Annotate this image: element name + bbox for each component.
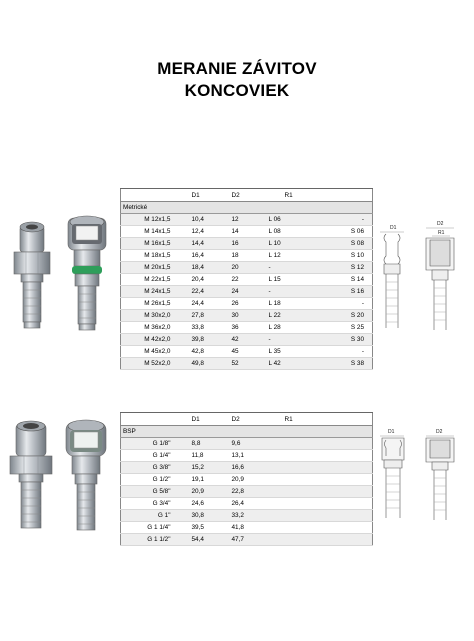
metric-cell-d2: 30: [227, 310, 265, 322]
bsp-cell-size: G 3/8": [121, 462, 187, 474]
bsp-cell-r1-l: [265, 474, 323, 486]
bsp-row: [121, 486, 373, 498]
metric-cell-size: M 45x2,0: [121, 346, 187, 358]
metric-drawing-left: [380, 232, 404, 328]
bsp-cell-r1-l: [265, 522, 323, 534]
metric-row: [121, 334, 373, 346]
metric-technical-drawing: [374, 214, 474, 344]
bsp-cell-d1: 30,8: [187, 510, 227, 522]
metric-cell-r1-l: -: [265, 262, 323, 274]
bsp-cell-d2: 33,2: [227, 510, 265, 522]
metric-table-header: [121, 189, 373, 202]
metric-cell-r1-l: -: [265, 334, 323, 346]
metric-cell-d2: 26: [227, 298, 265, 310]
metric-cell-size: M 24x1,5: [121, 286, 187, 298]
bsp-cell-d1: 20,9: [187, 486, 227, 498]
metric-row: [121, 226, 373, 238]
metric-cell-size: M 42x2,0: [121, 334, 187, 346]
metric-cell-d2: 16: [227, 238, 265, 250]
bsp-cell-d1: 39,5: [187, 522, 227, 534]
metric-cell-size: M 52x2,0: [121, 358, 187, 370]
metric-cell-size: M 16x1,5: [121, 238, 187, 250]
bsp-cell-d1: 15,2: [187, 462, 227, 474]
bsp-cell-d2: 26,4: [227, 498, 265, 510]
metric-cell-r1-s: -: [323, 214, 373, 226]
metric-cell-r1-s: S 30: [323, 334, 373, 346]
header-d2: D2: [227, 189, 265, 202]
bsp-cell-r1-l: [265, 462, 323, 474]
metric-drawing-label-r1: R1: [438, 230, 445, 236]
metric-cell-r1-l: L 10: [265, 238, 323, 250]
metric-cell-d1: 24,4: [187, 298, 227, 310]
metric-cell-d1: 39,8: [187, 334, 227, 346]
bsp-fitting-right: [66, 420, 106, 530]
bsp-cell-r1-s: [323, 474, 373, 486]
bsp-table-header: [121, 413, 373, 426]
metric-fitting-right: [68, 216, 106, 330]
metric-cell-r1-l: L 22: [265, 310, 323, 322]
bsp-header-d2: D2: [227, 413, 265, 426]
header-r1: R1: [265, 189, 373, 202]
bsp-cell-d1: 19,1: [187, 474, 227, 486]
metric-row: [121, 250, 373, 262]
metric-row: [121, 322, 373, 334]
metric-cell-size: M 22x1,5: [121, 274, 187, 286]
bsp-cell-d2: 9,6: [227, 438, 265, 450]
metric-cell-r1-s: S 20: [323, 310, 373, 322]
metric-cell-r1-s: S 16: [323, 286, 373, 298]
bsp-row: [121, 510, 373, 522]
bsp-row: [121, 438, 373, 450]
metric-drawing-label-d1: D1: [390, 225, 397, 231]
bsp-cell-d1: 24,6: [187, 498, 227, 510]
metric-row: [121, 298, 373, 310]
metric-cell-size: M 14x1,5: [121, 226, 187, 238]
metric-cell-r1-l: L 18: [265, 298, 323, 310]
metric-row: [121, 286, 373, 298]
metric-cell-d2: 36: [227, 322, 265, 334]
metric-cell-d1: 14,4: [187, 238, 227, 250]
bsp-cell-r1-l: [265, 498, 323, 510]
header-d1: D1: [187, 189, 227, 202]
bsp-thread-table: [120, 412, 373, 546]
bsp-drawing-left: [380, 436, 404, 518]
bsp-cell-r1-s: [323, 462, 373, 474]
bsp-cell-size: G 1": [121, 510, 187, 522]
metric-row: [121, 214, 373, 226]
metric-cell-d2: 52: [227, 358, 265, 370]
metric-cell-r1-l: -: [265, 286, 323, 298]
bsp-cell-r1-l: [265, 486, 323, 498]
bsp-cell-d2: 20,9: [227, 474, 265, 486]
metric-row: [121, 238, 373, 250]
seal-ring-icon: [72, 266, 102, 274]
metric-cell-r1-s: S 25: [323, 322, 373, 334]
bsp-cell-d1: 11,8: [187, 450, 227, 462]
bsp-cell-size: G 1/2": [121, 474, 187, 486]
metric-cell-d1: 22,4: [187, 286, 227, 298]
metric-cell-d1: 18,4: [187, 262, 227, 274]
bsp-group-label: BSP: [121, 426, 373, 438]
metric-cell-r1-s: S 14: [323, 274, 373, 286]
bsp-header-r1: R1: [265, 413, 373, 426]
metric-cell-d2: 45: [227, 346, 265, 358]
metric-cell-d2: 20: [227, 262, 265, 274]
metric-row: [121, 310, 373, 322]
metric-cell-size: M 30x2,0: [121, 310, 187, 322]
bsp-cell-r1-l: [265, 450, 323, 462]
bsp-cell-d2: 16,6: [227, 462, 265, 474]
metric-drawing-right: [426, 228, 454, 330]
metric-row: [121, 346, 373, 358]
metric-cell-d1: 10,4: [187, 214, 227, 226]
bsp-cell-d2: 22,8: [227, 486, 265, 498]
metric-cell-r1-l: L 12: [265, 250, 323, 262]
metric-cell-d1: 20,4: [187, 274, 227, 286]
bsp-row: [121, 522, 373, 534]
page-title-line-1: MERANIE ZÁVITOV: [157, 59, 317, 78]
metric-cell-r1-s: S 10: [323, 250, 373, 262]
metric-cell-r1-l: L 15: [265, 274, 323, 286]
metric-cell-d1: 16,4: [187, 250, 227, 262]
bsp-cell-r1-l: [265, 438, 323, 450]
bsp-header-d1: D1: [187, 413, 227, 426]
bsp-cell-r1-s: [323, 522, 373, 534]
metric-cell-d2: 42: [227, 334, 265, 346]
metric-cell-r1-s: S 08: [323, 238, 373, 250]
metric-cell-r1-s: S 38: [323, 358, 373, 370]
metric-group-label: Metrické: [121, 202, 373, 214]
metric-cell-size: M 26x1,5: [121, 298, 187, 310]
metric-cell-d2: 12: [227, 214, 265, 226]
metric-cell-size: M 20x1,5: [121, 262, 187, 274]
bsp-cell-r1-l: [265, 510, 323, 522]
metric-group-row: [121, 202, 373, 214]
bsp-group-row: [121, 426, 373, 438]
bsp-cell-r1-s: [323, 450, 373, 462]
metric-cell-d1: 42,8: [187, 346, 227, 358]
bsp-cell-size: G 5/8": [121, 486, 187, 498]
bsp-cell-size: G 3/4": [121, 498, 187, 510]
bsp-cell-d2: 47,7: [227, 534, 265, 546]
metric-fitting-left: [14, 222, 50, 328]
metric-cell-d1: 12,4: [187, 226, 227, 238]
bsp-cell-d1: 54,4: [187, 534, 227, 546]
metric-cell-d1: 27,8: [187, 310, 227, 322]
metric-drawing-label-d2: D2: [437, 221, 444, 227]
metric-row: [121, 358, 373, 370]
metric-cell-d2: 18: [227, 250, 265, 262]
metric-cell-d2: 14: [227, 226, 265, 238]
bsp-cell-d1: 8,8: [187, 438, 227, 450]
metric-thread-table: [120, 188, 373, 370]
bsp-cell-d2: 41,8: [227, 522, 265, 534]
bsp-fittings-photo: [4, 416, 118, 540]
page-title-line-2: KONCOVIEK: [184, 81, 290, 100]
metric-cell-d2: 22: [227, 274, 265, 286]
metric-cell-r1-l: L 08: [265, 226, 323, 238]
metric-cell-r1-l: L 06: [265, 214, 323, 226]
metric-cell-size: M 36x2,0: [121, 322, 187, 334]
bsp-cell-r1-s: [323, 534, 373, 546]
metric-row: [121, 262, 373, 274]
metric-cell-size: M 12x1,5: [121, 214, 187, 226]
page-title: [0, 58, 474, 102]
metric-cell-d2: 24: [227, 286, 265, 298]
metric-cell-d1: 33,8: [187, 322, 227, 334]
metric-cell-r1-l: L 35: [265, 346, 323, 358]
metric-cell-r1-l: L 28: [265, 322, 323, 334]
metric-cell-r1-s: S 12: [323, 262, 373, 274]
metric-cell-r1-s: -: [323, 346, 373, 358]
bsp-technical-drawing: [374, 424, 474, 534]
bsp-cell-r1-l: [265, 534, 323, 546]
bsp-cell-r1-s: [323, 486, 373, 498]
bsp-row: [121, 534, 373, 546]
bsp-cell-size: G 1/4": [121, 450, 187, 462]
bsp-drawing-label-d1: D1: [388, 429, 395, 435]
metric-cell-r1-s: S 06: [323, 226, 373, 238]
bsp-drawing-label-d2: D2: [436, 429, 443, 435]
bsp-fitting-left: [10, 421, 52, 528]
bsp-cell-r1-s: [323, 510, 373, 522]
bsp-row: [121, 498, 373, 510]
bsp-cell-d2: 13,1: [227, 450, 265, 462]
metric-cell-d1: 49,8: [187, 358, 227, 370]
metric-row: [121, 274, 373, 286]
bsp-row: [121, 462, 373, 474]
bsp-cell-r1-s: [323, 498, 373, 510]
metric-cell-r1-s: -: [323, 298, 373, 310]
bsp-cell-r1-s: [323, 438, 373, 450]
metric-cell-r1-l: L 42: [265, 358, 323, 370]
metric-cell-size: M 18x1,5: [121, 250, 187, 262]
metric-fittings-photo: [6, 210, 118, 338]
bsp-row: [121, 474, 373, 486]
bsp-drawing-right: [426, 436, 454, 520]
bsp-cell-size: G 1/8": [121, 438, 187, 450]
bsp-row: [121, 450, 373, 462]
bsp-cell-size: G 1 1/4": [121, 522, 187, 534]
bsp-cell-size: G 1 1/2": [121, 534, 187, 546]
